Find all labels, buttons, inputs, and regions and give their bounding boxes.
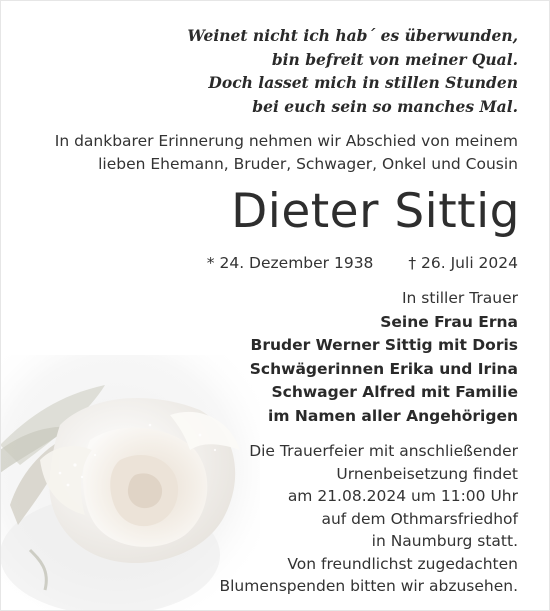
service-line: auf dem Othmarsfriedhof xyxy=(321,509,518,528)
poem-line: Doch lasset mich in stillen Stunden xyxy=(208,73,518,92)
life-dates xyxy=(207,252,518,274)
service-line: in Naumburg statt. xyxy=(371,532,518,550)
poem-line: bin befreit von meiner Qual. xyxy=(271,49,518,69)
service-line: Von freundlichst zugedachten xyxy=(287,554,518,573)
poem xyxy=(187,24,518,118)
mourner: Bruder Werner Sittig mit Doris xyxy=(250,336,518,354)
birth-date: * 24. Dezember 1938 xyxy=(206,254,374,272)
poem-line: bei euch sein so manches Mal. xyxy=(252,96,518,116)
service-line: Blumenspenden bitten wir abzusehen. xyxy=(219,577,518,595)
mourner: Seine Frau Erna xyxy=(380,312,518,331)
service-line: Urnenbeisetzung findet xyxy=(336,464,518,483)
death-date: † 26. Juli 2024 xyxy=(408,254,518,272)
mourner: Schwägerinnen Erika und Irina xyxy=(249,359,518,378)
intro-line: In dankbarer Erinnerung nehmen wir Abschied von meinem xyxy=(54,132,518,150)
service-details xyxy=(219,440,518,598)
mourner: im Namen aller Angehörigen xyxy=(268,406,518,425)
mourners-list xyxy=(250,287,518,428)
service-line: Die Trauerfeier mit anschließender xyxy=(249,442,518,460)
intro-line: lieben Ehemann, Bruder, Schwager, Onkel und Cousin xyxy=(98,155,518,173)
service-line: am 21.08.2024 um 11:00 Uhr xyxy=(287,487,518,505)
intro-text xyxy=(55,130,518,176)
poem-line: Weinet nicht ich hab´ es überwunden, xyxy=(187,26,518,45)
mourners-lead: In stiller Trauer xyxy=(401,289,518,307)
mourner: Schwager Alfred mit Familie xyxy=(271,383,518,401)
deceased-name: Dieter Sittig xyxy=(231,184,520,239)
